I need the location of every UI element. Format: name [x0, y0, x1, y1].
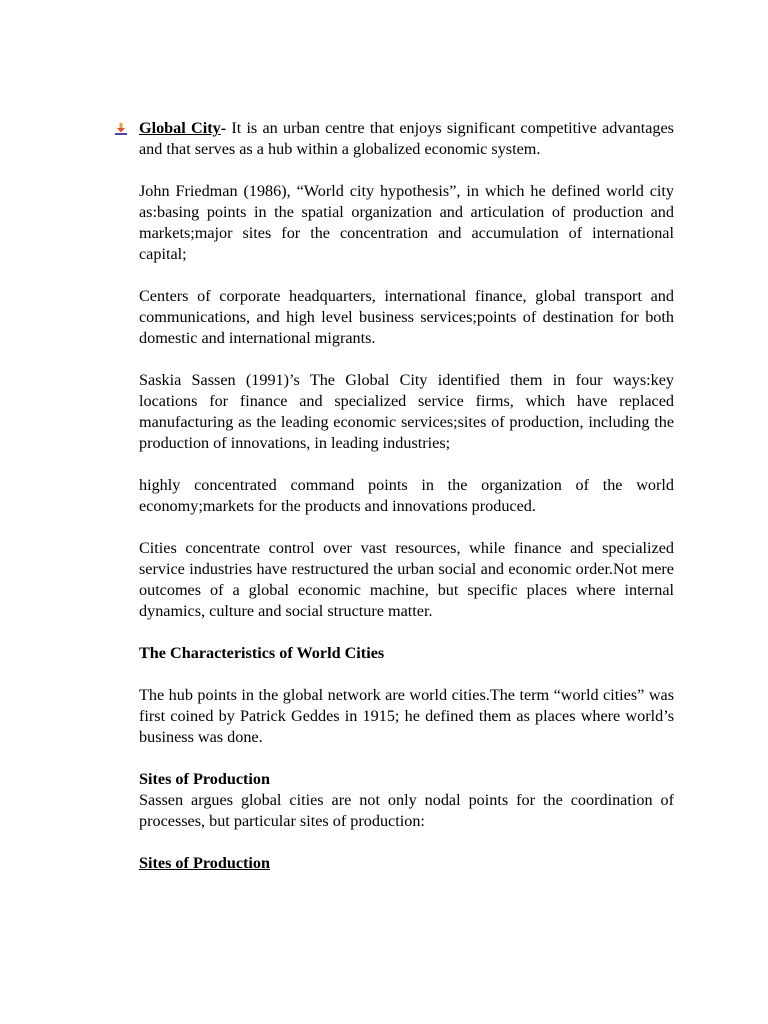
document-body: [139, 118, 674, 874]
command-points-paragraph: highly concentrated command points in the organization of the world economy;markets for the products and innovations produced.: [139, 476, 674, 515]
global-city-definition: It is an urban centre that enjoys significant competitive advantages and that serves as a hub within a globalized economic system.: [139, 119, 674, 158]
friedman-paragraph: John Friedman (1986), “World city hypothesis”, in which he defined world city as:basing points in the spatial organization and articulation of production and markets;major sites for the concentration and accumulation of international capital;: [139, 182, 674, 263]
arrow-down-bullet-icon: [114, 122, 128, 136]
centers-paragraph: Centers of corporate headquarters, international finance, global transport and communications, and high level business services;points of destination for both domestic and international migrants.: [139, 287, 674, 347]
sites-of-production-underlined-heading: Sites of Production: [139, 854, 271, 872]
global-city-term: Global City: [139, 119, 221, 137]
characteristics-heading: The Characteristics of World Cities: [139, 644, 385, 662]
global-city-paragraph: [139, 118, 674, 160]
sites-of-production-paragraph: Sassen argues global cities are not only nodal points for the coordination of processes, but particular sites of production:: [139, 791, 674, 830]
term-dash: -: [220, 119, 227, 137]
control-paragraph: Cities concentrate control over vast resources, while finance and specialized service industries have restructured the urban social and economic order.Not mere outcomes of a global economic machine, but specific places where internal dynamics, culture and social structure matter.: [139, 539, 674, 620]
sassen-paragraph: Saskia Sassen (1991)’s The Global City identified them in four ways:key locations for finance and specialized service firms, which have replaced manufacturing as the leading economic services;sites of production, including the production of innovations, in leading industries;: [139, 371, 674, 452]
sites-of-production-heading: Sites of Production: [139, 770, 271, 788]
hub-points-paragraph: The hub points in the global network are world cities.The term “world cities” was first coined by Patrick Geddes in 1915; he defined them as places where world’s business was done.: [139, 686, 674, 746]
